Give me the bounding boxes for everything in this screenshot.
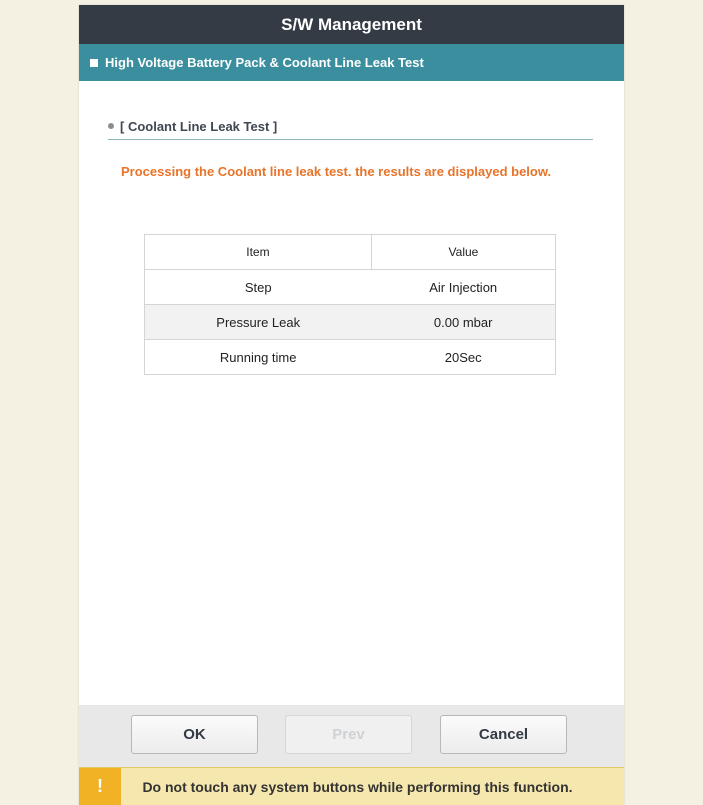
ok-button[interactable]: OK	[131, 715, 258, 754]
bullet-dot-icon	[108, 123, 114, 129]
warning-text: Do not touch any system buttons while performing this function.	[142, 778, 573, 795]
table-row	[145, 270, 556, 305]
column-header-value: Value	[371, 235, 555, 270]
dialog-titlebar	[79, 5, 624, 44]
results-table	[144, 234, 556, 375]
row-value-step: Air Injection	[371, 270, 555, 305]
dialog-title: S/W Management	[281, 14, 422, 34]
table-header-row	[145, 235, 556, 270]
row-item-pressure-leak: Pressure Leak	[145, 305, 372, 340]
row-value-running-time: 20Sec	[371, 340, 555, 375]
sw-management-dialog	[79, 5, 624, 804]
test-title: High Voltage Battery Pack & Coolant Line Leak Test	[105, 55, 424, 70]
section-title: [ Coolant Line Leak Test ]	[120, 118, 278, 134]
warning-icon: !	[79, 768, 121, 805]
prev-button[interactable]: Prev	[285, 715, 412, 754]
table-row	[145, 305, 556, 340]
row-value-pressure-leak: 0.00 mbar	[371, 305, 555, 340]
column-header-item: Item	[145, 235, 372, 270]
test-header-bar	[79, 44, 624, 81]
square-bullet-icon	[90, 59, 98, 67]
section-heading	[108, 113, 593, 140]
cancel-button[interactable]: Cancel	[440, 715, 567, 754]
row-item-step: Step	[145, 270, 372, 305]
warning-bar	[79, 767, 624, 805]
button-bar	[79, 705, 624, 767]
status-message: Processing the Coolant line leak test. the results are displayed below.	[121, 164, 552, 179]
row-item-running-time: Running time	[145, 340, 372, 375]
table-row	[145, 340, 556, 375]
